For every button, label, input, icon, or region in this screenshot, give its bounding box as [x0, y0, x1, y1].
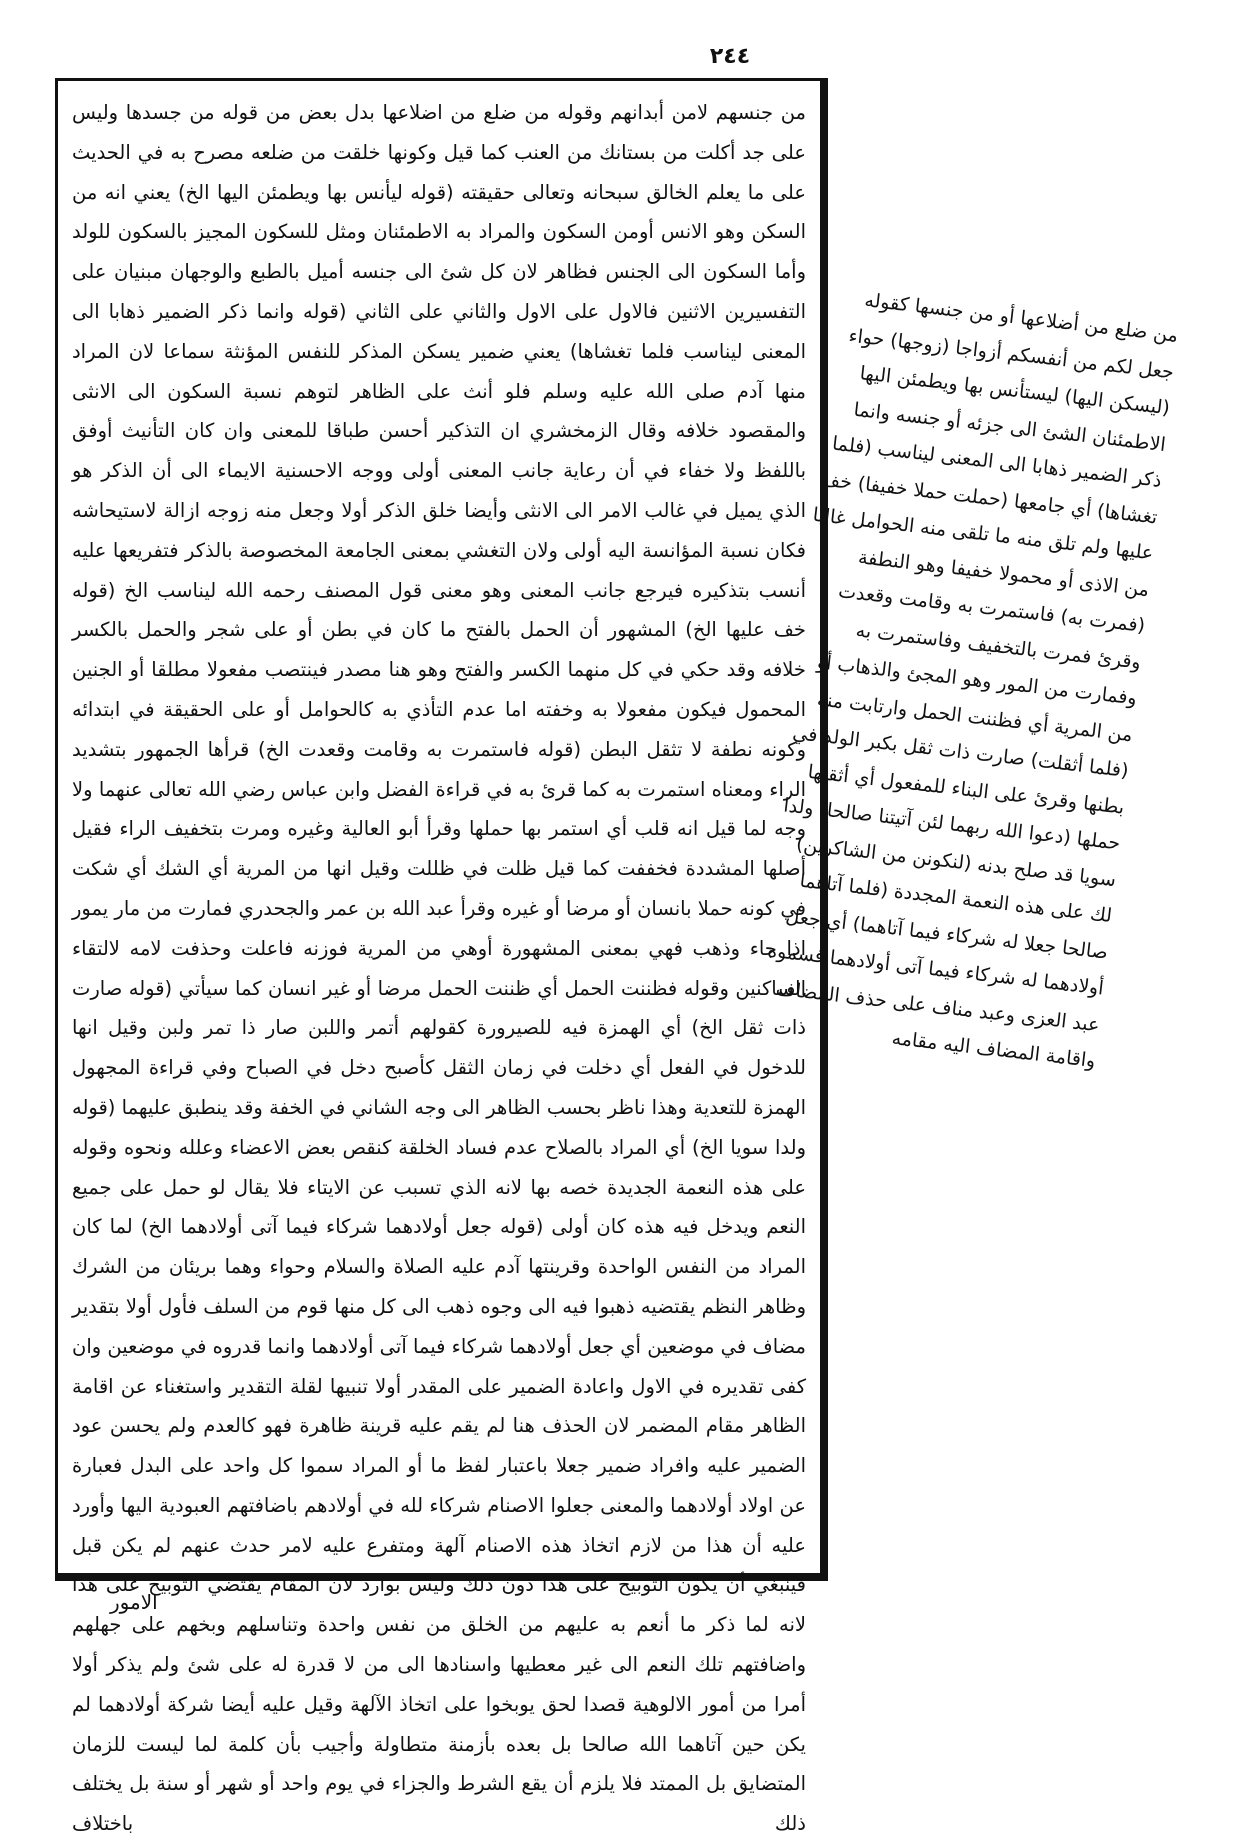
- page-number: ٢٤٤: [709, 44, 751, 69]
- main-commentary-text: من جنسهم لامن أبدانهم وقوله من ضلع من اضلاعها بدل بعض من قوله من جسدها وليس على جد أكلت من بستانك من العنب كما قيل وكونها خلقت من ضلعه مصرح به في الحديث على ما يعلم الخالق سبحانه وتعالى حقيقته (قوله ليأنس بها ويطمئن اليها الخ) يعني انه من السكن وهو الانس أومن السكون والمراد به الاطمئنان ومثل للسكون المجيز بالسكون للولد وأما السكون الى الجنس فظاهر لان كل شئ الى جنسه أميل بالطبع والوجهان مبنيان على التفسيرين الاثنين فالاول على الاول والثاني على الثاني (قوله وانما ذكر الضمير ذهابا الى المعنى ليناسب فلما تغشاها) يعني ضمير يسكن المذكر للنفس المؤنثة سماعا لان المراد منها آدم صلى الله عليه وسلم فلو أنث على الظاهر لتوهم نسبة السكون الى الانثى والمقصود خلافه وقال الزمخشري ان التذكير أحسن طباقا للمعنى وان كان التأنيث أوفق باللفظ ولا خفاء في أن رعاية جانب المعنى أولى ووجه الاحسنية الايماء الى أن الذكر هو الذي يميل في غالب الامر الى الانثى وأيضا خلق الذكر أولا وجعل منه زوجه ازالة لاستيحاشه فكان نسبة المؤانسة اليه أولى ولان التغشي بمعنى الجامعة المخصوصة بالذكر فتفريعها عليه أنسب بتذكيره فيرجع جانب المعنى وهو معنى قول المصنف رحمه الله ليناسب الخ (قوله خف عليها الخ) المشهور أن الحمل بالفتح ما كان في بطن أو على شجر والحمل بالكسر خلافه وقد حكي في كل منهما الكسر والفتح وهو هنا مصدر فينتصب مفعولا مطلقا أو الجنين المحمول فيكون مفعولا به وخفته اما عدم التأذي به كالحوامل أو على الحقيقة في ابتدائه وكونه نطفة لا تثقل البطن (قوله فاستمرت به وقامت وقعدت الخ) قرأها الجمهور بتشديد الراء ومعناه استمرت به كما قرئ به في قراءة الفضل وابن عباس رضي الله تعالى عنهما ولا وجه لما قيل انه قلب أي استمر بها حملها وقرأ أبو العالية وغيره ومرت بتخفيف الراء فقيل أصلها المشددة فخففت كما قيل ظلت في ظللت وقيل انها من المرية أي الشك أي شكت في كونه حملا بانسان أو مرضا أو غيره وقرأ عبد الله بن عمر والجحدري فمارت من مار يمور اذا جاء وذهب فهي بمعنى المشهورة أوهي من المرية فوزنه فاعلت وحذفت لامه لالتقاء الساكنين وقوله فظننت الحمل أي ظننت الحمل مرضا أو غير انسان كما سيأتي (قوله صارت ذات ثقل الخ) أي الهمزة فيه للصيرورة كقولهم أتمر واللبن صار ذا تمر ولبن وقيل انها للدخول في الفعل أي دخلت في زمان الثقل كأصبح دخل في الصباح وفي قراءة المجهول الهمزة للتعدية وهذا ناظر بحسب الظاهر الى وجه الشاني في الخفة وقد ينطبق عليهما (قوله ولدا سويا الخ) أي المراد بالصلاح عدم فساد الخلقة كنقص بعض الاعضاء وعلله ونحوه وقوله على هذه النعمة الجديدة خصه بها لانه الذي تسبب عن الايتاء فلا يقال لو حمل على جميع النعم ويدخل فيه هذه كان أولى (قوله جعل أولادهما شركاء فيما آتى أولادهما الخ) لما كان المراد من النفس الواحدة وقرينتها آدم عليه الصلاة والسلام وحواء وهما بريئان من الشرك وظاهر النظم يقتضيه ذهبوا فيه الى وجوه ذهب الى كل منها قوم من السلف فأول أولا بتقدير مضاف في موضعين أي جعل أولادهما شركاء فيما آتى أولادهما وانما قدروه في موضعين وان كفى تقديره في الاول واعادة الضمير على المقدر أولا تنبيها لقلة التقدير واستغناء عن اقامة الظاهر مقام المضمر لان الحذف هنا لم يقم عليه قرينة ظاهرة فهو كالعدم ولم يحسن عود الضمير عليه وافراد ضمير جعلا باعتبار لفظ ما أو المراد سموا كل واحد على البدل فعبارة عن اولاد أولادهما والمعنى جعلوا الاصنام شركاء لله في أولادهم باضافتهم العبودية اليها وأورد عليه أن هذا من لازم اتخاذ هذه الاصنام آلهة ومتفرع عليه لامر حدث عنهم لم يكن قبل فينبغي أن يكون التوبيخ على هذا دون ذلك وليس بوارد لان المقام يقتضي التوبيخ على هذا لانه لما ذكر ما أنعم به عليهم من الخلق من نفس واحدة وتناسلهم وبخهم على جهلهم واضافتهم تلك النعم الى غير معطيها واسنادها الى من لا قدرة له على شئ ولم يذكر أولا أمرا من أمور الالوهية قصدا لحق يوبخوا على اتخاذ الآلهة وقيل عليه أيضا شركة أولادهما لم يكن حين آتاهما الله صالحا بل بعده بأزمنة متطاولة وأجيب بأن كلمة لما ليست للزمان المتضايق بل الممتد فلا يلزم أن يقع الشرط والجزاء في يوم واحد أو شهر أو سنة بل يختلف ذلك باختلاف: [72, 101, 806, 1836]
- margin-note-text: من ضلع من أضلاعها أو من جنسها كقوله جعل لكم من أنفسكم أزواجا (زوجها) حواء (ليسكن اليها) ليستأنس بها ويطمئن اليها الاطمئنان الشئ الى جزئه أو جنسه وانما ذكر الضمير ذهابا الى المعنى ليناسب (فلما تغشاها) أي جامعها (حملت حملا خفيفا) خف عليها ولم تلق منه ما تلقى منه الحوامل غالبا من الاذى أو محمولا خفيفا وهو النطفة (فمرت به) فاستمرت به وقامت وقعدت وقرئ فمرت بالتخفيف وفاستمرت به وفمارت من المور وهو المجئ والذهاب أو من المرية أي فظننت الحمل وارتابت منه (فلما أثقلت) صارت ذات ثقل بكبر الولد في بطنها وقرئ على البناء للمفعول أي أثقلها حملها (دعوا الله ربهما لئن آتيتنا صالحا) ولدا سويا قد صلح بدنه (لنكونن من الشاكرين) لك على هذه النعمة المجددة (فلما آتاهما صالحا جعلا له شركاء فيما آتاهما) أي جعل أولادهما له شركاء فيما آتى أولادهما فسموه عبد العزى وعبد مناف على حذف المضاف واقامة المضاف اليه مقامه: [766, 289, 1180, 1073]
- catchword: الامور: [110, 1590, 158, 1614]
